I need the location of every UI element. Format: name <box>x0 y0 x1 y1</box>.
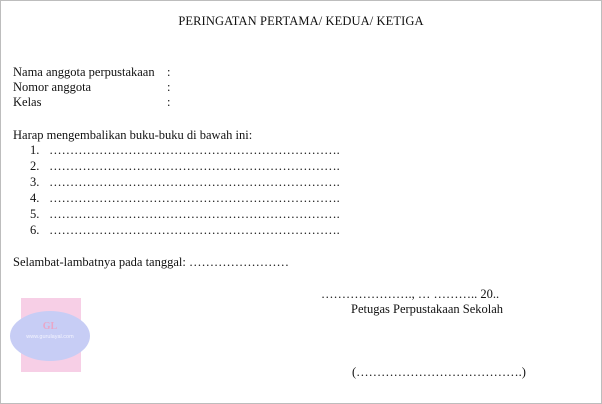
field-member-number <box>13 80 171 95</box>
item-number: 1. <box>30 143 40 157</box>
item-dots: ……………………………………………………………. <box>49 159 340 173</box>
item-dots: ……………………………………………………………. <box>49 223 340 237</box>
book-list-item <box>30 175 340 190</box>
book-list-item <box>30 207 340 222</box>
item-number: 3. <box>30 175 40 189</box>
book-list-item <box>30 191 340 206</box>
field-colon: : <box>167 65 171 79</box>
item-number: 5. <box>30 207 40 221</box>
item-dots: ……………………………………………………………. <box>49 143 340 157</box>
field-member-name <box>13 65 171 80</box>
item-number: 4. <box>30 191 40 205</box>
book-list-item <box>30 143 340 158</box>
item-dots: ……………………………………………………………. <box>49 191 340 205</box>
item-number: 6. <box>30 223 40 237</box>
date-line: …………………., … ……….. 20.. <box>321 287 500 301</box>
item-dots: ……………………………………………………………. <box>49 175 340 189</box>
book-list-item <box>30 223 340 238</box>
book-list-item <box>30 159 340 174</box>
deadline-line: Selambat-lambatnya pada tanggal: …………………… <box>13 255 289 269</box>
field-colon: : <box>167 80 171 94</box>
field-label: Nama anggota perpustakaan <box>13 65 155 79</box>
officer-title: Petugas Perpustakaan Sekolah <box>351 302 504 316</box>
watermark-text: GL <box>42 321 58 332</box>
watermark-subtext: www.gurulayal.com <box>26 334 74 340</box>
signature-line: (………………………………….) <box>352 365 526 379</box>
item-dots: ……………………………………………………………. <box>49 207 340 221</box>
field-colon: : <box>167 95 171 109</box>
item-number: 2. <box>30 159 40 173</box>
instruction-text: Harap mengembalikan buku-buku di bawah ini: <box>13 128 253 142</box>
document-title: PERINGATAN PERTAMA/ KEDUA/ KETIGA <box>178 14 424 28</box>
field-label: Nomor anggota <box>13 80 92 94</box>
field-class <box>13 95 171 110</box>
field-label: Kelas <box>13 95 42 109</box>
